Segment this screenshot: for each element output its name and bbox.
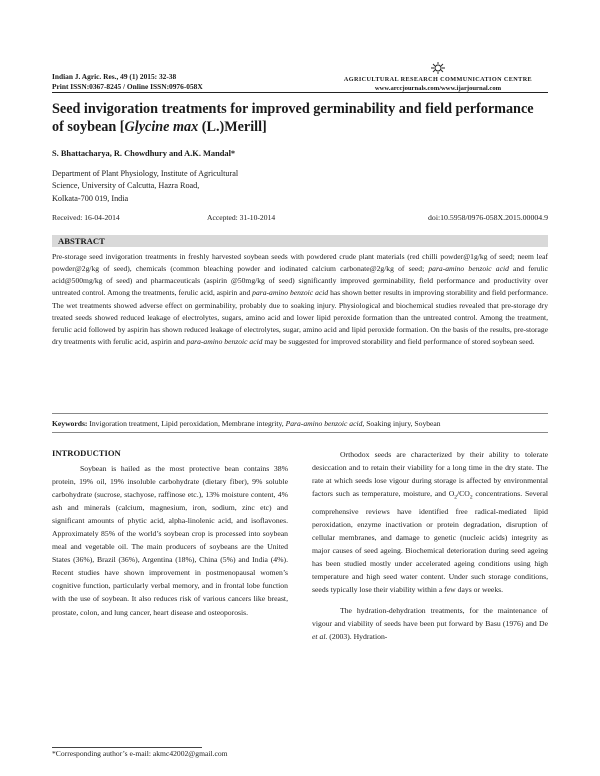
abstract-italic: para-amino benzoic acid [186,337,263,347]
abstract-heading: ABSTRACT [58,236,105,246]
affiliation-line: Department of Plant Physiology, Institute of Agricultural [52,169,239,178]
subscript: 2 [454,494,458,501]
abstract-segment: Pre-storage seed invigoration treatments in freshly harvested soybean seeds with powdered crude plant materials (red chilli powder@1g/kg of seed; neem leaf powder@2g/kg of seed), chemicals (common bleaching powder and iodinated calcium carbonate@2g/kg of seed; [52,252,548,274]
journal-issn-line: Print ISSN:0367-8245 / Online ISSN:0976-058X [52,81,203,91]
subscript: 2 [469,494,473,501]
paper-title [52,100,548,136]
title-text-end: (L.)Merill] [198,119,267,135]
title-species: Glycine max [124,119,199,135]
journal-volume-line: Indian J. Agric. Res., 49 (1) 2015: 32-38 [52,72,177,81]
abstract-segment: may be suggested for improved storability and field performance of stored soybean seed. [262,337,535,347]
keywords-list: Invigoration treatment, Lipid peroxidation, Membrane integrity, [87,419,286,428]
publisher-name: AGRICULTURAL RESEARCH COMMUNICATION CENTRE [343,76,533,83]
keywords [52,418,548,429]
publisher-block [328,62,548,92]
paragraph-segment: /CO [457,489,470,499]
keywords-top-divider [52,413,548,414]
received-date: Received: 16-04-2014 [52,213,120,222]
keywords-list-end: , Soaking injury, Soybean [362,419,441,428]
abstract-italic: para-amino benzoic acid [252,288,329,298]
abstract-italic: para-amino benzoic acid [428,264,509,274]
doi-link[interactable]: doi:10.5958/0976-058X.2015.00004.9 [428,213,548,222]
affiliation-line: Kolkata-700 019, India [52,193,129,203]
body-column-right [312,448,548,643]
affiliation [52,168,312,205]
paragraph-segment: concentrations. Several comprehensive reviews have identified free radical-mediated lipid peroxidation, enzyme inactivation or protein degradation, disruption of cellular membranes, and damage to genetic (nucleic acids) integrity as major causes of seed ageing. Biochemical deterioration during seed ageing has been studied mostly under accelerated ageing conditions using high temperature and high seed water content. Under such storage conditions, seeds typically lose their viability within a few days or weeks. [312,489,548,594]
intro-paragraph-3 [312,604,548,643]
intro-paragraph-2 [312,448,548,596]
paragraph-segment: (2003). Hydration- [327,632,388,642]
publisher-logo-icon [429,62,447,74]
corresponding-author-footnote: *Corresponding author’s e-mail: akmc42002@gmail.com [52,749,228,758]
affiliation-line: Science, University of Calcutta, Hazra Road, [52,181,200,191]
journal-citation [52,72,203,91]
keywords-bottom-divider [52,432,548,433]
header-divider [52,92,548,93]
abstract-segment: has shown better results in improving storability and field performance. The wet treatments showed adverse effect on germinability, probably due to soaking injury. Physiological and biochemical studies revealed that pre-storage dry treated seeds showed reduced leakage of electrolytes, sugars, amino acid and lower lipid peroxide formation than the untreated control. Among the treatment, ferulic acid followed by aspirin has shown reduced leakage of electrolytes, sugar, amino acid and lipid peroxide formation. On the basis of the results, pre-storage dry treatments with ferulic acid, aspirin and [52,288,548,347]
abstract-text [52,251,548,348]
intro-paragraph-1: Soybean is hailed as the most protective bean contains 38% protein, 19% oil, 19% insoluble carbohydrate (dietary fiber), 9% soluble carbohydrate (sucrose, stachyose, raffinose etc.), 13% moisture content, 4% ash and minerals (calcium, magnesium, iron, sodium, zinc etc) and significant amounts of phytic acid, alpha-linolenic acid, and isoflavones. Approximately 85% of the world’s soybean crop is processed into soybean meal and vegetable oil. The main producers of soybeans are the United States (36%), Brazil (36%), Argentina (18%), China (5%) and India (4%). Recent studies have shown improvement in postmenopausal women’s cognitive function, particularly verbal memory, and in frontal lobe function with the use of soybean. It also reduces risk of various cancers like breast, prostate, colon, and lung cancer, heart disease and osteoporosis. [52,464,288,617]
paragraph-segment: The hydration-dehydration treatments, for the maintenance of vigour and viability of seeds have been put forward by Basu (1976) and De [312,606,548,629]
footnote-divider [52,747,202,748]
publisher-website[interactable]: www.arccjournals.com/www.ijarjournal.com [374,85,502,92]
introduction-heading: INTRODUCTION [52,448,121,458]
accepted-date: Accepted: 31-10-2014 [207,213,276,222]
paragraph-italic: et al. [312,632,328,642]
abstract-segment: and ferulic acid@500mg/kg of seed) and pharmaceuticals (aspirin @50mg/kg of seed) significantly improved germinability, field performance and productivity over untreated control. Among the treatments, ferulic acid, aspirin and [52,264,549,298]
abstract-heading-band [52,235,548,247]
paragraph-segment: Orthodox seeds are characterized by their ability to tolerate desiccation and to retain their viability for a long time in the dry state. The rate at which seeds lose vigour during storage is affected by environmental factors such as temperature, moisture, and O [312,450,548,499]
body-column-left [52,462,288,619]
title-text: Seed invigoration treatments for improved germinability and field performance of soybean [ [52,101,534,135]
keywords-label: Keywords: [52,419,88,428]
keywords-italic: Para-amino benzoic acid [285,419,363,428]
author-list: S. Bhattacharya, R. Chowdhury and A.K. Mandal* [52,149,236,158]
